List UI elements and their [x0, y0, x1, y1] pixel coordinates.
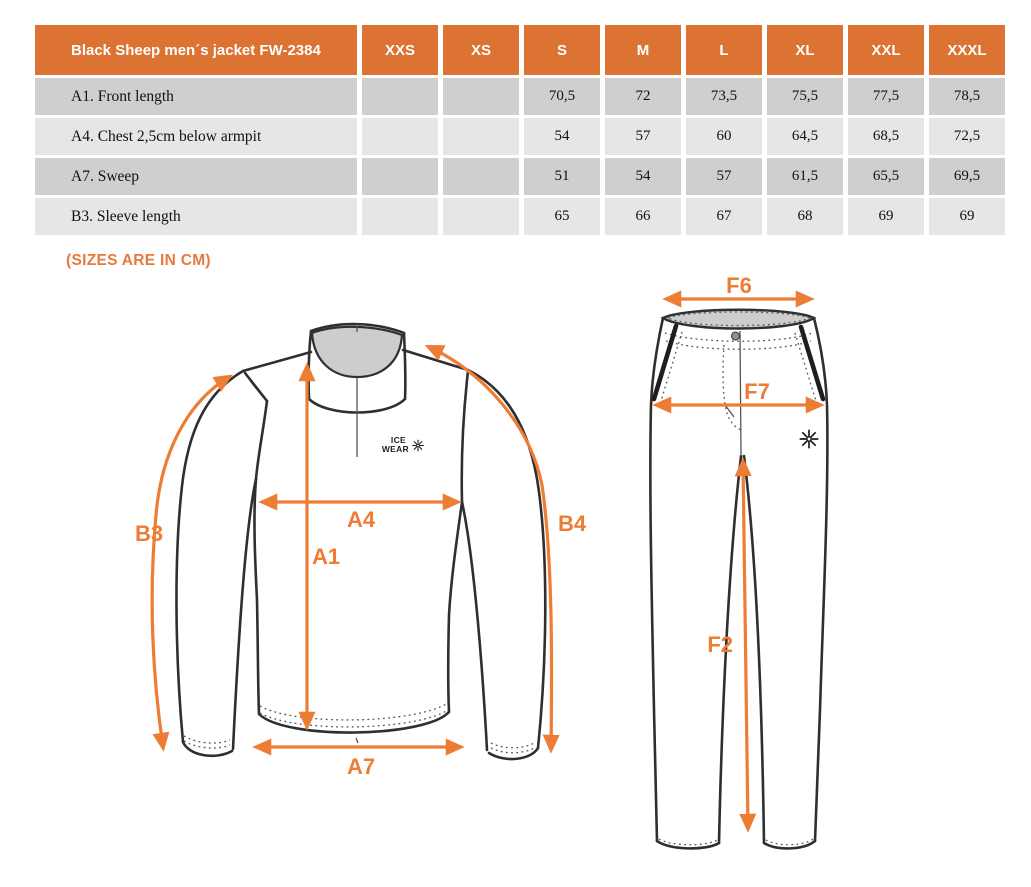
- waist-button: [732, 332, 740, 340]
- table-title: Black Sheep men´s jacket FW-2384: [35, 25, 357, 75]
- size-header-xxxl: XXXL: [929, 25, 1005, 75]
- size-cell: [362, 78, 438, 115]
- size-cell: 54: [605, 158, 681, 195]
- arrow-b3: [152, 377, 229, 747]
- size-cell: [443, 158, 519, 195]
- label-b3: B3: [134, 521, 164, 546]
- label-f6: F6: [726, 273, 752, 298]
- logo-text-line1: ICE: [390, 435, 406, 445]
- size-cell: 61,5: [767, 158, 843, 195]
- logo-text-line2: WEAR: [381, 444, 409, 454]
- label-f7: F7: [744, 379, 770, 404]
- size-cell: [362, 158, 438, 195]
- size-cell: 72: [605, 78, 681, 115]
- snowflake-icon: [413, 440, 424, 451]
- label-b4: B4: [557, 511, 587, 536]
- size-cell: 77,5: [848, 78, 924, 115]
- waistband-inner-gray: [663, 310, 814, 329]
- size-cell: [443, 78, 519, 115]
- size-cell: 72,5: [929, 118, 1005, 155]
- size-cell: 67: [686, 198, 762, 235]
- size-cell: 51: [524, 158, 600, 195]
- arrow-f2: [743, 462, 748, 828]
- size-cell: 66: [605, 198, 681, 235]
- fly-center-line: [740, 331, 741, 456]
- size-chart-table: [30, 22, 1010, 238]
- size-cell: 57: [605, 118, 681, 155]
- size-cell: 65: [524, 198, 600, 235]
- size-header-m: M: [605, 25, 681, 75]
- icewear-logo: [382, 435, 424, 454]
- size-header-l: L: [686, 25, 762, 75]
- pants-measurement-arrows: [657, 299, 820, 828]
- measurement-label: B3. Sleeve length: [35, 198, 357, 235]
- size-cell: 65,5: [848, 158, 924, 195]
- size-cell: 68,5: [848, 118, 924, 155]
- size-cell: [362, 198, 438, 235]
- measurement-label: A1. Front length: [35, 78, 357, 115]
- label-a7: A7: [346, 754, 376, 779]
- size-cell: 57: [686, 158, 762, 195]
- size-header-s: S: [524, 25, 600, 75]
- measurement-label: A4. Chest 2,5cm below armpit: [35, 118, 357, 155]
- jacket-measurement-arrows: [152, 347, 551, 749]
- units-note: (SIZES ARE IN CM): [66, 252, 211, 269]
- collar-inner-gray: [312, 327, 402, 377]
- snowflake-icon: [800, 430, 817, 447]
- table-row: [35, 118, 1005, 155]
- size-cell: 69: [848, 198, 924, 235]
- label-a1: A1: [311, 544, 341, 569]
- size-cell: 54: [524, 118, 600, 155]
- size-cell: 64,5: [767, 118, 843, 155]
- size-cell: 69,5: [929, 158, 1005, 195]
- arrow-b4: [429, 347, 552, 749]
- jacket-diagram: [135, 324, 587, 779]
- size-cell: 70,5: [524, 78, 600, 115]
- table-row: [35, 198, 1005, 235]
- size-cell: [362, 118, 438, 155]
- label-a4: A4: [346, 507, 376, 532]
- table-row: [35, 158, 1005, 195]
- right-pocket-opening: [801, 327, 823, 399]
- size-cell: 75,5: [767, 78, 843, 115]
- pants-diagram: [650, 273, 827, 848]
- label-f2: F2: [707, 632, 733, 657]
- size-header-xxs: XXS: [362, 25, 438, 75]
- measurement-label: A7. Sweep: [35, 158, 357, 195]
- size-cell: [443, 118, 519, 155]
- table-row: [35, 78, 1005, 115]
- size-cell: 60: [686, 118, 762, 155]
- size-cell: 69: [929, 198, 1005, 235]
- size-header-xxl: XXL: [848, 25, 924, 75]
- size-cell: 78,5: [929, 78, 1005, 115]
- size-cell: 68: [767, 198, 843, 235]
- size-cell: 73,5: [686, 78, 762, 115]
- header-row: [35, 25, 1005, 75]
- size-header-xl: XL: [767, 25, 843, 75]
- left-pocket-opening: [654, 326, 676, 399]
- size-header-xs: XS: [443, 25, 519, 75]
- size-cell: [443, 198, 519, 235]
